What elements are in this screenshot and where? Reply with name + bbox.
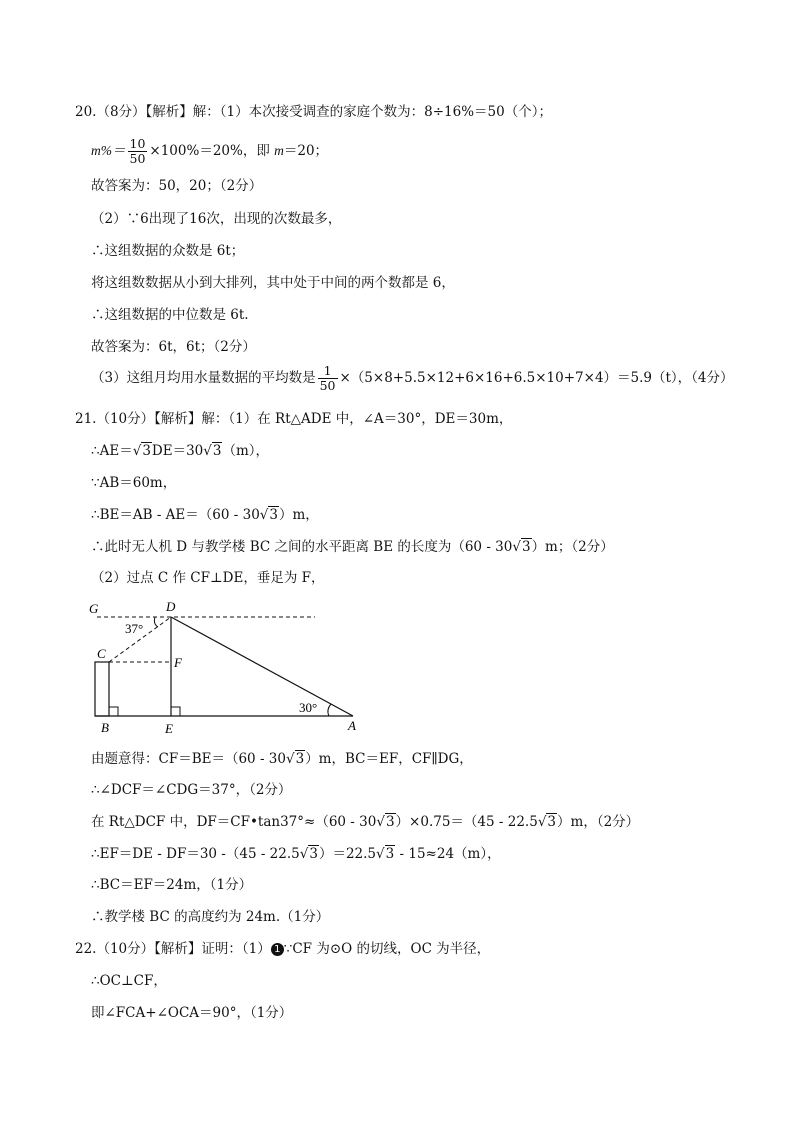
- q22-line3: 即∠FCA+∠OCA＝90°，（1分）: [91, 1005, 293, 1021]
- q21-l5-sqrt: 3: [521, 539, 531, 555]
- q20-part2-line2: ∴这组数据的众数是 6t；: [91, 243, 245, 259]
- right-angle-e: [171, 707, 180, 716]
- q21-l2-sqrt1: 3: [142, 443, 151, 459]
- q21-line5: ∴此时无人机 D 与教学楼 BC 之间的水平距离 BE 的长度为（60 - 30√3）m；（2分）: [91, 539, 614, 555]
- q20-fraction: [128, 137, 148, 166]
- q20-m-pct-a: m%＝: [91, 143, 126, 158]
- q20-p3-a: （3）这组月均用水量数据的平均数是: [91, 370, 316, 386]
- q21-l10-sqrt1: 3: [309, 846, 318, 862]
- q22-head-a: 22.（10分）【解析】证明：（1）: [75, 941, 271, 957]
- label-e: E: [165, 721, 173, 736]
- q20-m-var: m: [274, 143, 284, 158]
- q21-l4-a: ∴BE＝AB - AE＝（60 - 30: [91, 507, 260, 523]
- q20-part3-line: [91, 363, 734, 393]
- q21-l7-b: ）m，BC＝EF，CF∥DG，: [305, 751, 473, 767]
- q20-part2-line1: （2）∵6出现了16次，出现的次数最多，: [91, 211, 342, 227]
- building-bc: [95, 662, 109, 716]
- q21-line4: ∴BE＝AB - AE＝（60 - 30√3）m，: [91, 507, 319, 523]
- q20-answer-2: 故答案为：6t，6t；（2分）: [91, 339, 256, 355]
- q21-l9-sqrt2: 3: [547, 814, 557, 830]
- q21-l4-sqrt: 3: [269, 507, 278, 523]
- q21-l2-a: ∴AE＝: [91, 443, 133, 459]
- label-d: D: [166, 599, 176, 614]
- q21-l9-sqrt1: 3: [385, 814, 395, 830]
- q21-l10-a: ∴EF＝DE - DF＝30 -（45 - 22.5: [91, 846, 300, 862]
- q21-heading: 21.（10分）【解析】解：（1）在 Rt△ADE 中，∠A＝30°，DE＝30m，: [75, 411, 513, 427]
- q20-p3-frac-num: 1: [318, 364, 338, 379]
- geometry-figure: [85, 596, 375, 741]
- angle-arc-30: [328, 704, 331, 716]
- q20-m-val: ＝20；: [283, 143, 329, 159]
- q21-l9-c: ）m，（2分）: [557, 814, 640, 830]
- q21-line12: ∴教学楼 BC 的高度约为 24m.（1分）: [91, 909, 330, 925]
- q20-part2-line4: ∴这组数据的中位数是 6t.: [91, 307, 249, 323]
- q20-m-pct-b: ×100%＝20%，即: [149, 143, 270, 159]
- q21-l2-c: （m），: [222, 443, 270, 459]
- q22-line2: ∴OC⊥CF，: [91, 973, 167, 989]
- q20-p3-frac-den: 50: [319, 378, 336, 393]
- label-f: F: [174, 655, 182, 670]
- q22-head-b: ∵CF 为⊙O 的切线，OC 为半径，: [283, 941, 491, 957]
- q20-heading: 20.（8分）【解析】解：（1）本次接受调查的家庭个数为：8÷16%＝50（个）；: [75, 104, 552, 120]
- q21-l5-a: ∴此时无人机 D 与教学楼 BC 之间的水平距离 BE 的长度为（60 - 30: [91, 539, 513, 555]
- q21-l10-sqrt2: 3: [385, 846, 395, 862]
- q21-l9-a: 在 Rt△DCF 中，DF＝CF•tan37°≈（60 - 30: [91, 814, 377, 830]
- q20-p3-fraction: [318, 364, 338, 393]
- label-a: A: [348, 718, 356, 733]
- q21-line11: ∴BC＝EF＝24m，（1分）: [91, 877, 253, 893]
- q21-line2: ∴AE＝√3DE＝30√3（m），: [91, 443, 270, 459]
- circled-number-icon: 1: [271, 943, 284, 956]
- label-37: 37°: [125, 621, 144, 636]
- q21-line6: （2）过点 C 作 CF⊥DE，垂足为 F，: [91, 570, 325, 586]
- q21-line9: 在 Rt△DCF 中，DF＝CF•tan37°≈（60 - 30√3）×0.75＝（45 - 22.5√3）m，（2分）: [91, 814, 640, 830]
- q21-l10-c: - 15≈24（m），: [395, 846, 501, 862]
- q20-m-percent-line: [91, 136, 328, 166]
- q21-line3: ∵AB＝60m，: [91, 475, 177, 491]
- angle-arc-37: [154, 617, 158, 627]
- right-angle-b: [109, 707, 118, 716]
- q21-line10: ∴EF＝DE - DF＝30 -（45 - 22.5√3）＝22.5√3 - 15≈24（m），: [91, 846, 501, 862]
- q21-l2-sqrt2: 3: [212, 443, 222, 459]
- q21-l4-b: ）m，: [279, 507, 319, 523]
- label-30: 30°: [299, 700, 318, 715]
- q21-line8: ∴∠DCF＝∠CDG＝37°，（2分）: [91, 782, 292, 798]
- q20-frac-den: 50: [129, 151, 146, 166]
- q21-l10-b: ）＝22.5: [318, 846, 377, 862]
- q21-l2-b: DE＝30: [151, 443, 204, 459]
- q20-p3-b: ×（5×8+5.5×12+6×16+6.5×10+7×4）＝5.9（t），（4分）: [339, 370, 734, 386]
- label-b: B: [101, 720, 109, 735]
- label-c: C: [97, 646, 106, 661]
- q21-l7-a: 由题意得：CF＝BE＝（60 - 30: [91, 751, 286, 767]
- line-da: [171, 617, 353, 716]
- q21-l5-b: ）m；（2分）: [531, 539, 614, 555]
- q21-l7-sqrt: 3: [295, 751, 305, 767]
- q21-l9-b: ）×0.75＝（45 - 22.5: [395, 814, 538, 830]
- q20-part2-line3: 将这组数数据从小到大排列，其中处于中间的两个数都是 6，: [91, 275, 455, 291]
- q22-heading: [75, 940, 490, 958]
- label-g: G: [89, 601, 99, 616]
- q21-line7: 由题意得：CF＝BE＝（60 - 30√3）m，BC＝EF，CF∥DG，: [91, 751, 473, 767]
- q20-answer-1: 故答案为：50，20；（2分）: [91, 178, 263, 194]
- q20-frac-num: 10: [129, 136, 146, 151]
